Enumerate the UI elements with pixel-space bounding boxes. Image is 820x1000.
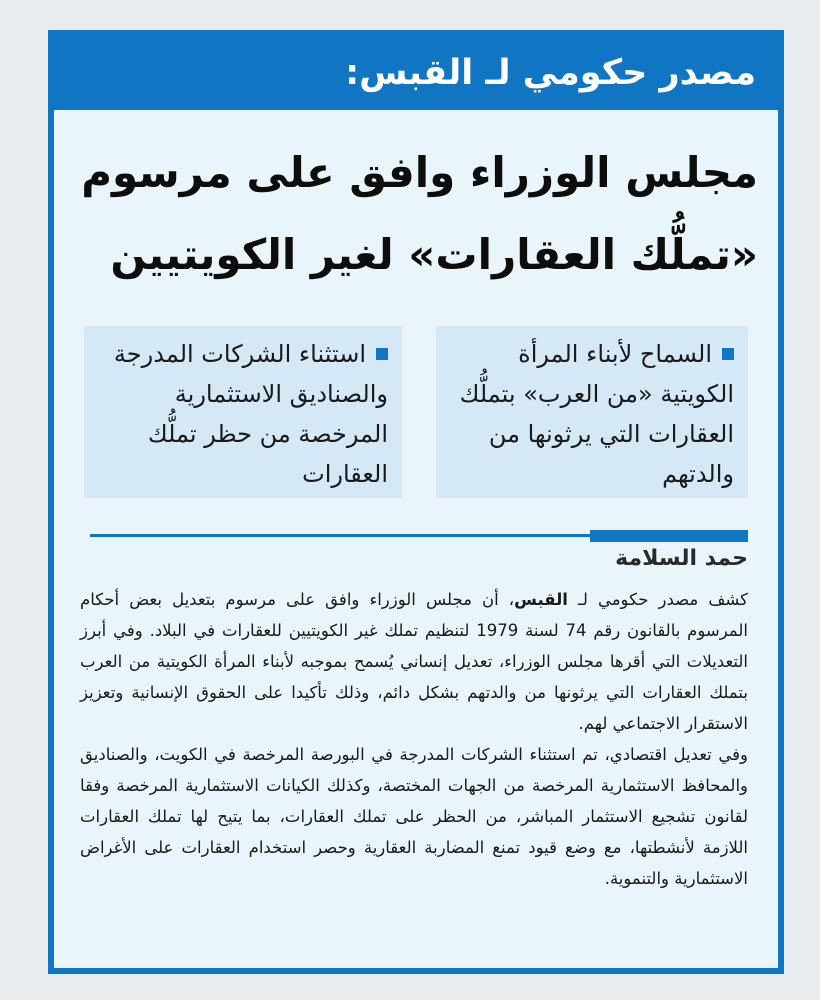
paragraph-1-text: ، أن مجلس الوزراء وافق على مرسوم بتعديل بعض أحكام المرسوم بالقانون رقم 74 لسنة 1979 لتنظيم تملك غير الكويتيين للعقارات في البلاد. وفي أبرز التعديلات التي أقرها مجلس الوزراء، تعديل إنساني يُسمح بموجبه لأبناء المرأة الكويتية من العرب بتملك العقارات التي يرثونها من والدتهم بشكل دائم، وذلك تأكيدا على الحقوق الإنسانية وتعزيز الاستقرار الاجتماعي لهم. xyxy=(80,590,748,733)
headline-line-2: «تملُّك العقارات» لغير الكويتيين xyxy=(110,230,758,279)
paragraph-2: وفي تعديل اقتصادي، تم استثناء الشركات المدرجة في البورصة المرخصة في الكويت، والصناديق والمحافظ الاستثمارية المرخصة من الجهات المختصة، وكذلك الكيانات الاستثمارية المرخصة وفقا لقانون تشجيع الاستثمار المباشر، من الحظر على تملك العقارات، بما يتيح لها تملك العقارات اللازمة لأنشطتها، مع وضع قيود تمنع المضاربة العقارية وحصر استخدام العقارات على الأغراض الاستثمارية والتنموية. xyxy=(80,745,748,888)
highlight-text-1: السماح لأبناء المرأة الكويتية «من العرب» بتملُّك العقارات التي يرثونها من والدتهم xyxy=(459,340,734,488)
paragraph-1-prefix: كشف مصدر حكومي لـ xyxy=(567,590,748,609)
article-frame xyxy=(48,30,784,974)
paragraph-1 xyxy=(80,584,748,739)
kicker-text: مصدر حكومي لـ القبس: xyxy=(345,53,756,93)
square-bullet-icon xyxy=(722,348,734,360)
divider-accent xyxy=(590,530,748,542)
headline-line-1: مجلس الوزراء وافق على مرسوم xyxy=(81,148,758,197)
kicker-banner xyxy=(54,36,778,110)
brand-name: القبس xyxy=(514,590,568,609)
highlight-text-2: استثناء الشركات المدرجة والصناديق الاستثمارية المرخصة من حظر تملُّك العقارات xyxy=(113,340,388,488)
highlight-box-2 xyxy=(84,326,402,498)
square-bullet-icon xyxy=(376,348,388,360)
article-body xyxy=(80,584,748,894)
headline xyxy=(74,132,758,296)
byline: حمد السلامة xyxy=(615,546,748,571)
highlight-box-1 xyxy=(436,326,748,498)
